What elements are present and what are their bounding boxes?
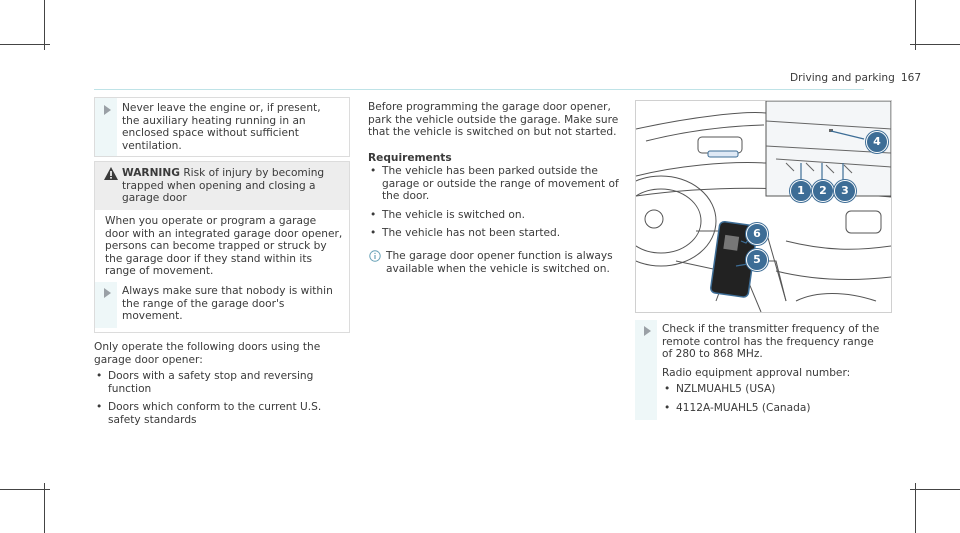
arrow-icon (104, 105, 111, 115)
callout-2: 2 (812, 180, 834, 202)
crop-mark (0, 489, 50, 490)
cockpit-illustration (635, 100, 892, 313)
crop-mark (910, 489, 960, 490)
crop-mark (915, 483, 916, 533)
callout-5: 5 (746, 249, 768, 271)
arrow-icon (644, 326, 651, 336)
doors-list (94, 370, 348, 432)
crop-mark (915, 0, 916, 50)
crop-mark (910, 44, 960, 45)
info-note: The garage door opener function is always available when the vehicle is switched on. (386, 250, 613, 275)
header-rule (94, 89, 864, 90)
callout-3: 3 (834, 180, 856, 202)
callout-6: 6 (746, 223, 768, 245)
warning-action: Always make sure that nobody is within the range of the garage door's movement. (122, 285, 333, 323)
approval-list (662, 383, 882, 420)
list-item: • Doors with a safety stop and reversing function (94, 370, 348, 395)
warning-triangle-icon (104, 167, 118, 180)
cockpit-drawing (636, 101, 891, 312)
programming-intro: Before programming the garage door opener, park the vehicle outside the garage. Make sure that the vehicle is switched on but not started. (368, 101, 619, 139)
safety-note-box (94, 97, 350, 157)
requirements-list (368, 165, 622, 246)
callout-1: 1 (790, 180, 812, 202)
warning-body: When you operate or program a garage door with an integrated garage door opener, persons can become trapped or struck by the garage door if they stand within its range of movement. (105, 215, 343, 278)
warning-label: WARNING (122, 167, 180, 179)
note-text: Never leave the engine or, if present, the auxiliary heating running in an enclosed space without sufficient ventilation. (122, 102, 321, 152)
list-item: • Doors which conform to the current U.S. safety standards (94, 401, 348, 426)
requirements-heading: Requirements (368, 152, 452, 164)
warning-box (94, 161, 350, 333)
crop-mark (0, 44, 50, 45)
list-item: • 4112A-MUAHL5 (Canada) (662, 402, 882, 415)
list-item: • NZLMUAHL5 (USA) (662, 383, 882, 396)
running-header (790, 72, 921, 85)
list-item: • The vehicle has not been started. (368, 227, 622, 240)
crop-mark (44, 483, 45, 533)
crop-mark (44, 0, 45, 50)
section-title: Driving and parking (790, 72, 895, 84)
list-item: • The vehicle is switched on. (368, 209, 622, 222)
info-icon (369, 250, 381, 262)
warning-title-block (122, 167, 344, 205)
approval-label: Radio equipment approval number: (662, 367, 851, 379)
list-item: • The vehicle has been parked outside the garage or outside the range of movement of the door. (368, 165, 622, 203)
arrow-icon (104, 288, 111, 298)
page-number: 167 (900, 72, 922, 84)
callout-4: 4 (866, 131, 888, 153)
doors-intro: Only operate the following doors using the garage door opener: (94, 341, 321, 366)
step-text: Check if the transmitter frequency of the remote control has the frequency range of 280 to 868 MHz. (662, 323, 880, 361)
warning-title: Risk of injury by becoming trapped when opening and closing a garage door (122, 167, 325, 205)
